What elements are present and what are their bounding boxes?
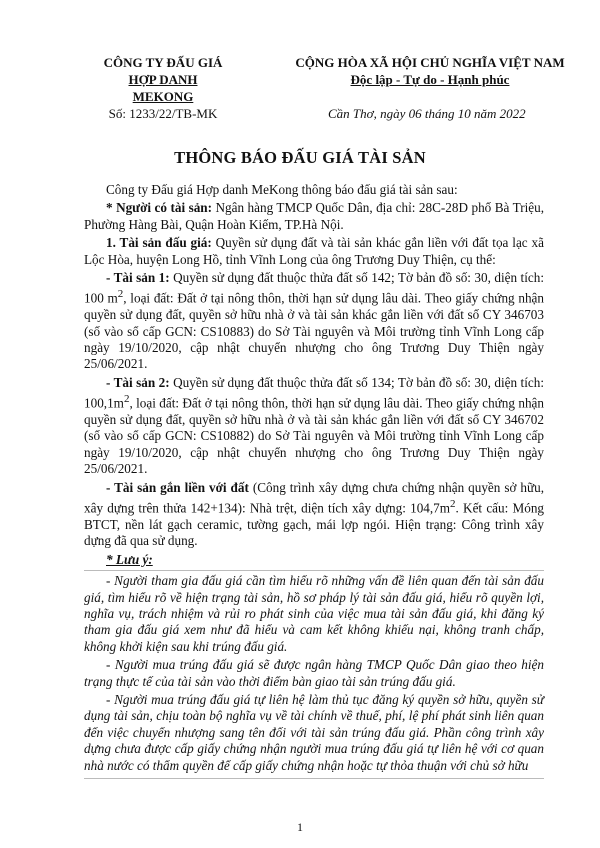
attached-asset-text-a: (Công trình xây dựng chưa chứng nhận quyền sở hữu, xây dựng trên thửa 142+134): Nhà trệt, diện tích xây dựng: 104,7m bbox=[84, 479, 544, 516]
asset-2-text-a: Quyền sử dụng đất thuộc thửa đất số 134; Tờ bản đồ số: 30, diện tích: 100,1m bbox=[84, 374, 544, 411]
asset-2-paragraph bbox=[84, 375, 544, 478]
attached-asset-paragraph bbox=[84, 480, 544, 550]
organization-header bbox=[98, 54, 228, 122]
national-motto: Độc lập - Tự do - Hạnh phúc bbox=[350, 72, 510, 87]
org-name-line2: HỢP DANH MEKONG bbox=[128, 72, 198, 104]
national-header bbox=[280, 54, 580, 88]
note-2: - Người mua trúng đấu giá sẽ được ngân hàng TMCP Quốc Dân giao theo hiện trạng thực tế của tài sản vào thời điểm bàn giao tài sản trúng đấu giá. bbox=[84, 657, 544, 689]
owner-paragraph bbox=[84, 200, 544, 233]
owner-label: * Người có tài sản: bbox=[106, 200, 213, 216]
asset-1-text-a: Quyền sử dụng đất thuộc thửa đất số 142; Tờ bản đồ số: 30, diện tích: 100 m bbox=[84, 270, 544, 306]
attached-asset-label: - Tài sản gắn liền với đất bbox=[106, 479, 249, 495]
asset-1-superscript: 2 bbox=[117, 288, 124, 301]
owner-text: Ngân hàng TMCP Quốc Dân, địa chỉ: 28C-28D phố Bà Triệu, Phường Hàng Bài, Quận Hoàn Kiếm, TP.Hà Nội. bbox=[84, 200, 545, 232]
notes-heading bbox=[84, 552, 544, 568]
note-1: - Người tham gia đấu giá cần tìm hiểu rõ những vấn đề liên quan đến tài sản đấu giá, tìm hiểu rõ về hiện trạng tài sản, hồ sơ pháp lý tài sản đấu giá, hiểu rõ quyền lợi, nghĩa vụ, trách nhiệm và rủi ro phát sinh của việc mua tài sản đấu giá, khi đăng ký tham gia đấu giá xem như đã hiểu và cam kết không khiếu nại, không tranh chấp, không khởi kiện sau khi trúng đấu giá. bbox=[84, 573, 544, 654]
asset-1-text-b: , loại đất: Đất ở tại nông thôn, thời hạn sử dụng lâu dài. Theo giấy chứng nhận quyền sử dụng đất, quyền sở hữu nhà ở và tài sản khác gắn liền với đất số CY 346703 (số vào sổ cấp GCN: CS10883) do Sở Tài nguyên và Môi trường tỉnh Vĩnh Long cấp ngày 19/10/2020, cập nhật chuyển nhượng cho ông Trương Duy Thiện ngày 25/06/2021. bbox=[84, 290, 544, 372]
asset-text: Quyền sử dụng đất và tài sản khác gắn liền với đất tọa lạc xã Lộc Hòa, huyện Long Hồ, tỉnh Vĩnh Long của ông Trương Duy Thiện, cụ thể: bbox=[84, 235, 544, 267]
asset-paragraph bbox=[84, 235, 544, 268]
document-title: THÔNG BÁO ĐẤU GIÁ TÀI SẢN bbox=[174, 148, 426, 167]
asset-2-superscript: 2 bbox=[123, 393, 130, 406]
note-3: - Người mua trúng đấu giá tự liên hệ làm thủ tục đăng ký quyền sở hữu, quyền sử dụng tài sản, chịu toàn bộ nghĩa vụ về tài chính về thuế, phí, lệ phí phát sinh liên quan đến việc chuyển nhượng sang tên đối với tài sản trúng đấu giá. Phần công trình xây dựng chưa được cấp giấy chứng nhận người mua trúng đấu giá tự liên hệ với cơ quan nhà nước có thẩm quyền để cấp giấy chứng nhận hoặc tự thỏa thuận với chủ sở hữu bbox=[84, 691, 544, 773]
page-number: 1 bbox=[297, 820, 303, 834]
attached-asset-superscript: 2 bbox=[450, 498, 456, 511]
asset-2-label: - Tài sản 2: bbox=[106, 374, 170, 390]
intro-paragraph: Công ty Đấu giá Hợp danh MeKong thông báo đấu giá tài sản sau: bbox=[106, 182, 458, 197]
asset-2-text-b: , loại đất: Đất ở tại nông thôn, thời hạn sử dụng lâu dài. Theo giấy chứng nhận quyền sử dụng đất, quyền sở hữu nhà ở và tài sản khác gắn liền với đất số CY 346702 (số vào sổ cấp GCN: CS10882) do Sở Tài nguyên và Môi trường tỉnh Vĩnh Long cấp ngày 19/10/2020, cập nhật chuyển nhượng cho ông Trương Duy Thiện ngày 25/06/2021. bbox=[84, 395, 544, 477]
document-body bbox=[84, 182, 544, 783]
document-date: Cần Thơ, ngày 06 tháng 10 năm 2022 bbox=[328, 106, 526, 121]
document-number: Số: 1233/22/TB-MK bbox=[108, 106, 218, 121]
org-name-line1: CÔNG TY ĐẤU GIÁ bbox=[103, 55, 223, 70]
asset-1-paragraph bbox=[84, 270, 544, 373]
asset-label: 1. Tài sản đấu giá: bbox=[106, 235, 212, 251]
asset-1-label: - Tài sản 1: bbox=[106, 270, 170, 286]
nation-name: CỘNG HÒA XÃ HỘI CHỦ NGHĨA VIỆT NAM bbox=[295, 55, 565, 70]
notes-label: * Lưu ý: bbox=[106, 551, 153, 567]
attached-asset-text-b: . Kết cấu: Móng BTCT, nền lát gạch ceramic, tường gạch, mái lợp ngói. Hiện trạng: Công trình xây dựng đã qua sử dụng. bbox=[84, 500, 545, 549]
notes-section bbox=[84, 570, 544, 779]
